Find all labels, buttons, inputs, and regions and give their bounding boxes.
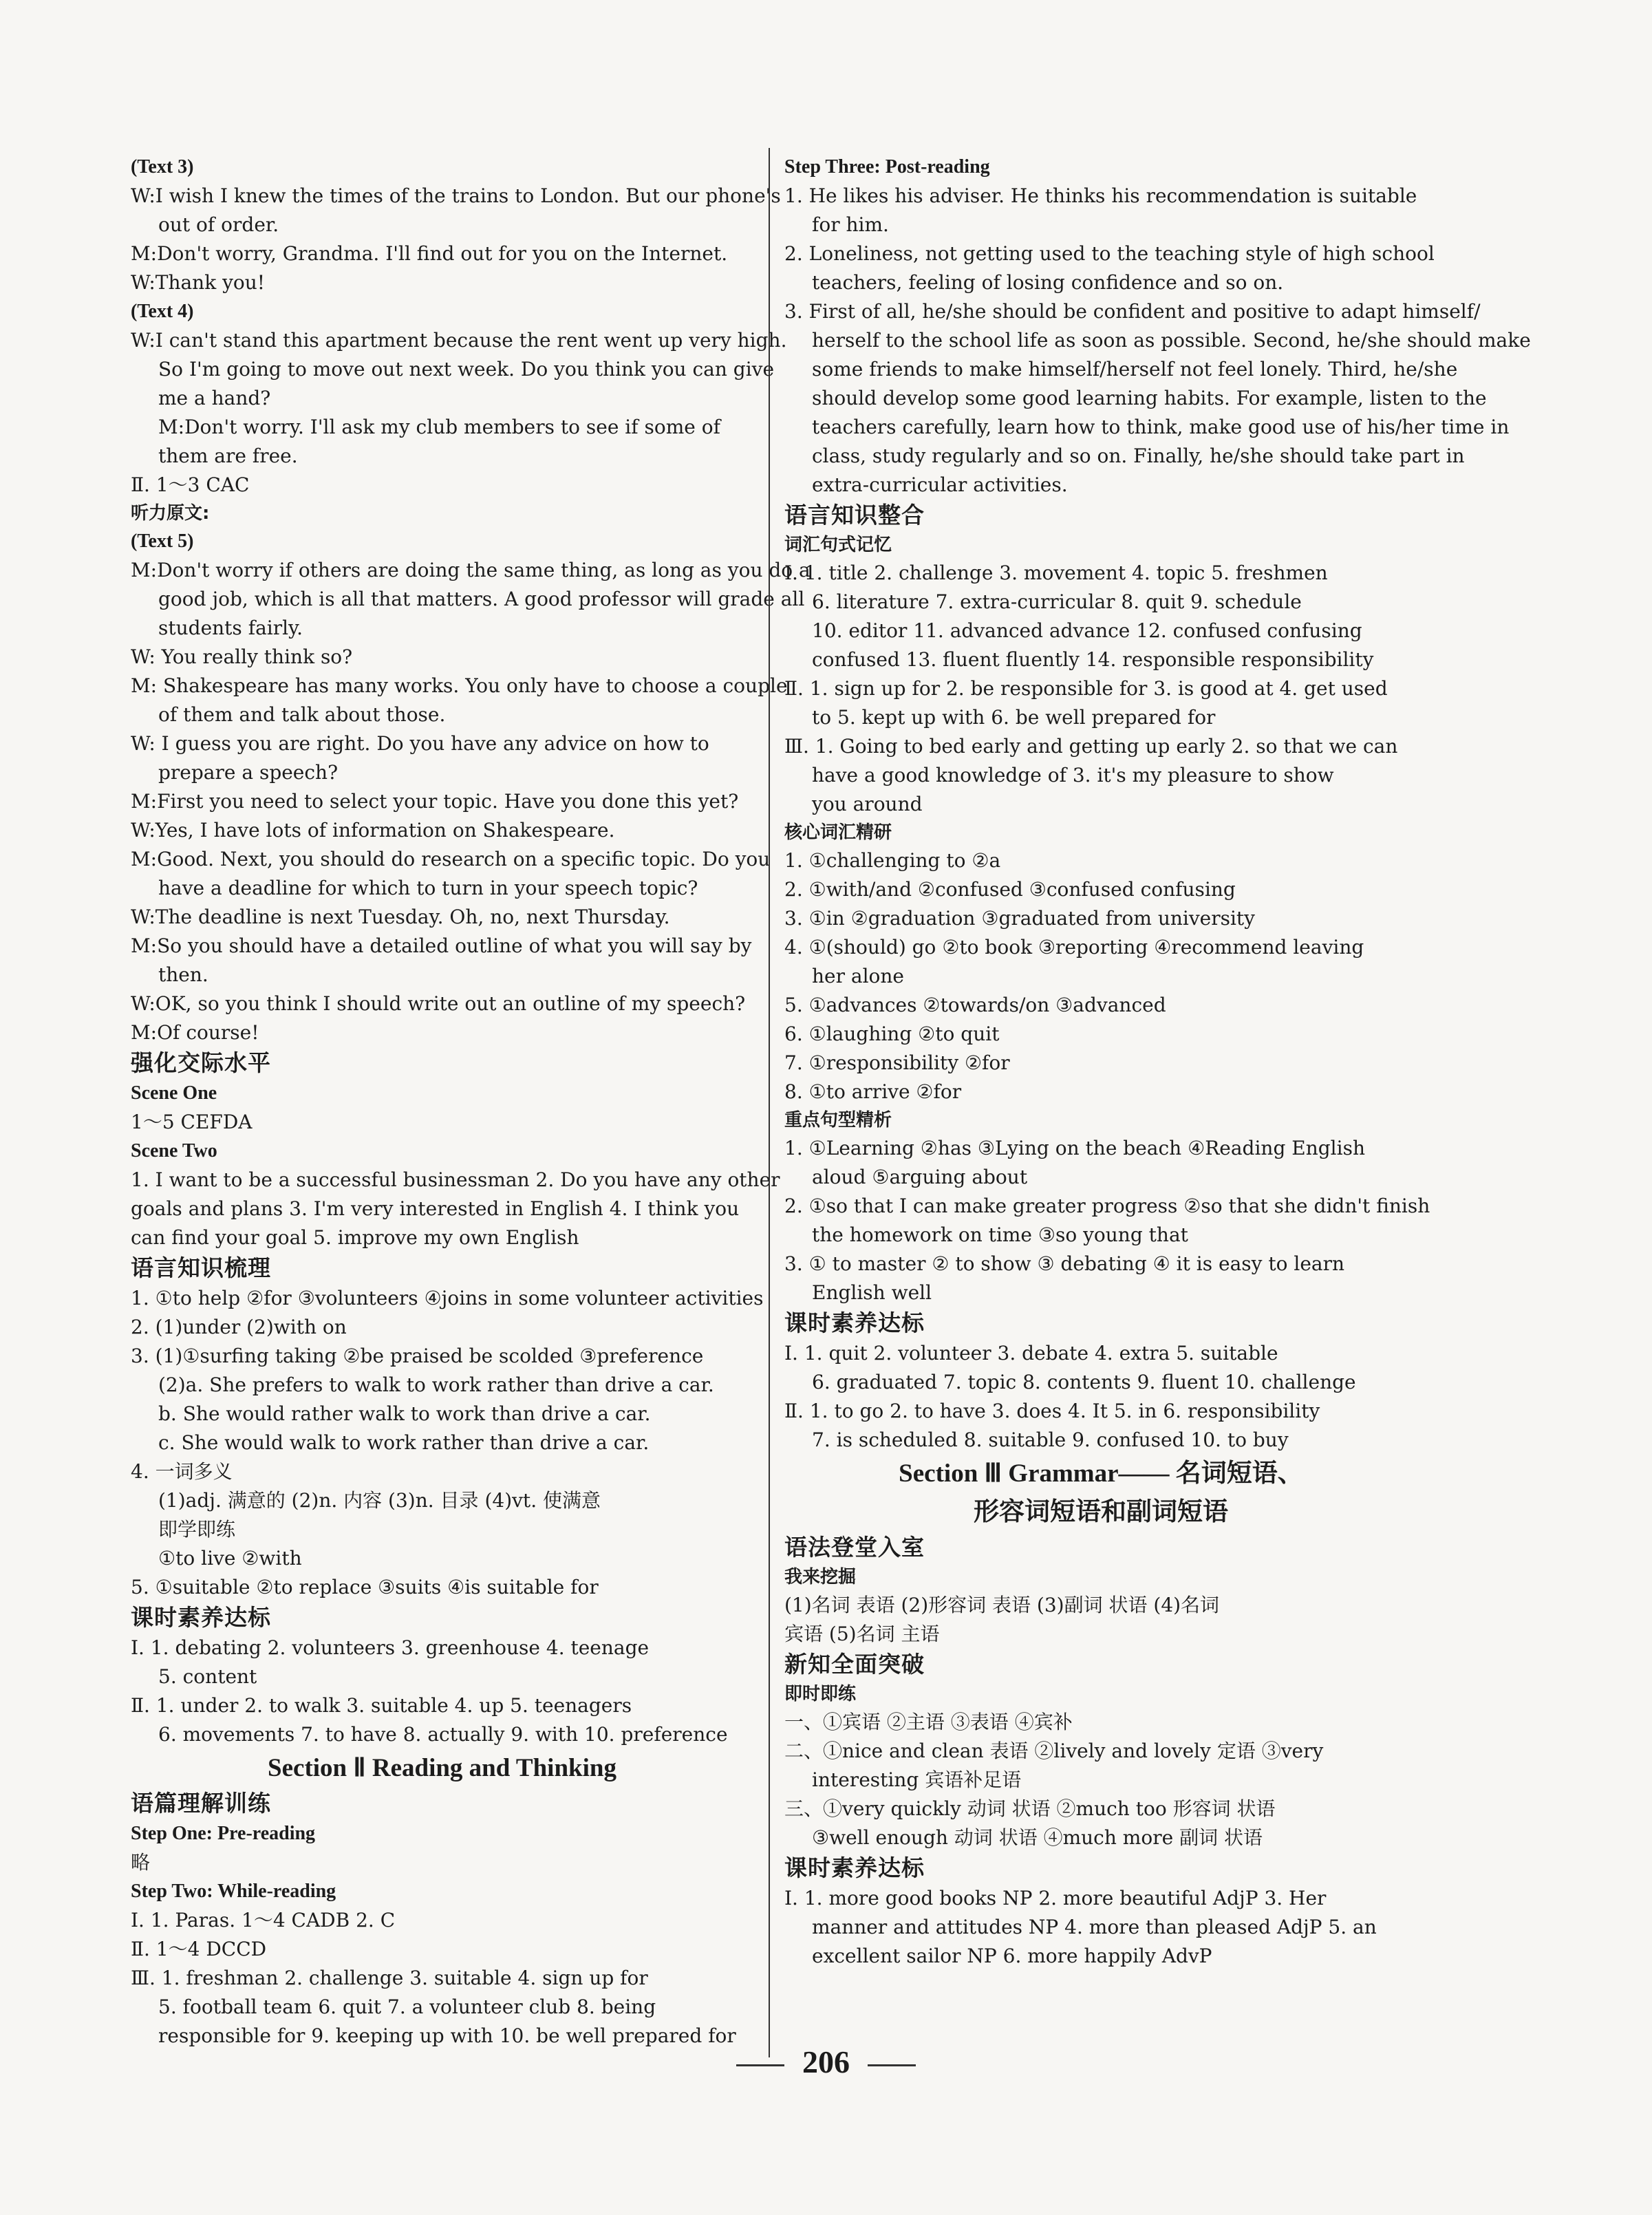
text-line: 宾语 (5)名词 主语	[784, 1623, 940, 1645]
text-line: prepare a speech?	[158, 761, 339, 784]
text-line: M:Good. Next, you should do research on a specific topic. Do you	[131, 848, 771, 870]
subheading: Scene Two	[131, 1140, 217, 1162]
text-line: 3. First of all, he/she should be confident and positive to adapt himself/	[784, 300, 1481, 323]
text-line: Ⅱ. 1～3 CAC	[131, 473, 250, 496]
text-line: 5. content	[158, 1665, 257, 1688]
subheading: (Text 3)	[131, 156, 194, 178]
text-line: some friends to make himself/herself not feel lonely. Third, he/she	[812, 358, 1458, 381]
text-line: goals and plans 3. I'm very interested in English 4. I think you	[131, 1197, 740, 1220]
text-line: have a good knowledge of 3. it's my pleasure to show	[812, 764, 1334, 787]
text-line: b. She would rather walk to work than drive a car.	[158, 1402, 651, 1425]
text-line: 10. editor 11. advanced advance 12. confused confusing	[812, 619, 1362, 642]
sub-section-heading: 我来挖掘	[784, 1567, 857, 1587]
text-line: them are free.	[158, 445, 298, 467]
text-line: interesting 宾语补足语	[812, 1768, 1022, 1791]
text-line: for him.	[812, 213, 889, 236]
text-line: 5. ①suitable ②to replace ③suits ④is suitable for	[131, 1576, 599, 1598]
text-line: 3. (1)①surfing taking ②be praised be scolded ③preference	[131, 1345, 704, 1367]
text-line: can find your goal 5. improve my own English	[131, 1226, 579, 1249]
text-line: extra-curricular activities.	[812, 473, 1068, 496]
text-line: 5. ①advances ②towards/on ③advanced	[784, 994, 1166, 1016]
text-line: Ⅱ. 1～4 DCCD	[131, 1938, 267, 1960]
text-line: class, study regularly and so on. Finally, he/she should take part in	[812, 445, 1465, 467]
text-line: her alone	[812, 965, 904, 987]
subheading: (Text 4)	[131, 301, 194, 322]
section-heading: 课时素养达标	[784, 1854, 925, 1881]
text-line: 2. ①so that I can make greater progress ②so that she didn't finish	[784, 1195, 1430, 1217]
right-column	[784, 153, 1531, 1971]
text-line: M:First you need to select your topic. Have you done this yet?	[131, 790, 739, 813]
text-line: ③well enough 动词 状语 ④much more 副词 状语	[812, 1826, 1263, 1849]
text-line: W:The deadline is next Tuesday. Oh, no, next Thursday.	[131, 906, 670, 928]
text-line: 1. ①to help ②for ③volunteers ④joins in some volunteer activities	[131, 1287, 764, 1309]
sub-section-heading: 核心词汇精研	[784, 822, 892, 843]
text-line: you around	[812, 793, 923, 815]
sub-section-heading: 听力原文:	[131, 503, 210, 524]
text-line: ①to live ②with	[158, 1547, 302, 1570]
subheading: Scene One	[131, 1082, 217, 1104]
sub-section-heading: 词汇句式记忆	[784, 535, 892, 555]
section-heading: 语言知识整合	[784, 502, 925, 528]
column-divider	[769, 148, 770, 2057]
text-line: 8. ①to arrive ②for	[784, 1080, 962, 1103]
text-line: Ⅲ. 1. freshman 2. challenge 3. suitable 4. sign up for	[131, 1967, 648, 1989]
text-line: excellent sailor NP 6. more happily AdvP	[812, 1945, 1212, 1967]
text-line: 6. literature 7. extra-curricular 8. quit 9. schedule	[812, 590, 1302, 613]
text-line: Ⅰ. 1. more good books NP 2. more beautiful AdjP 3. Her	[784, 1887, 1327, 1909]
text-line: Ⅰ. 1. debating 2. volunteers 3. greenhouse 4. teenage	[131, 1636, 650, 1659]
text-line: Ⅱ. 1. sign up for 2. be responsible for 3. is good at 4. get used	[784, 677, 1388, 700]
text-line: W:OK, so you think I should write out an outline of my speech?	[131, 992, 746, 1015]
section-heading: 新知全面突破	[784, 1651, 925, 1678]
text-line: responsible for 9. keeping up with 10. be well prepared for	[158, 2024, 736, 2047]
text-line: W:Thank you!	[131, 271, 266, 294]
page-number-text: 206	[802, 2044, 850, 2079]
text-line: 6. ①laughing ②to quit	[784, 1023, 1000, 1045]
text-line: (2)a. She prefers to walk to work rather than drive a car.	[158, 1373, 714, 1396]
text-line: 略	[131, 1851, 151, 1874]
text-line: W: I guess you are right. Do you have any advice on how to	[131, 732, 709, 755]
text-line: the homework on time ③so young that	[812, 1223, 1188, 1246]
text-line: (1)名词 表语 (2)形容词 表语 (3)副词 状语 (4)名词	[784, 1594, 1220, 1616]
text-line: So I'm going to move out next week. Do you think you can give	[158, 358, 775, 381]
text-line: Ⅱ. 1. to go 2. to have 3. does 4. It 5. in 6. responsibility	[784, 1400, 1320, 1422]
text-line: Ⅰ. 1. title 2. challenge 3. movement 4. topic 5. freshmen	[784, 561, 1328, 584]
text-line: 三、①very quickly 动词 状语 ②much too 形容词 状语	[784, 1797, 1276, 1820]
text-line: herself to the school life as soon as possible. Second, he/she should make	[812, 329, 1531, 352]
text-line: M: Shakespeare has many works. You only have to choose a couple	[131, 674, 788, 697]
text-line: M:Don't worry if others are doing the same thing, as long as you do a	[131, 559, 811, 581]
section-title: 形容词短语和副词短语	[974, 1498, 1228, 1526]
text-line: Ⅲ. 1. Going to bed early and getting up early 2. so that we can	[784, 735, 1398, 758]
text-line: 2. (1)under (2)with on	[131, 1316, 347, 1338]
text-line: manner and attitudes NP 4. more than pleased AdjP 5. an	[812, 1916, 1377, 1938]
text-line: Ⅰ. 1. Paras. 1～4 CADB 2. C	[131, 1909, 396, 1932]
text-line: should develop some good learning habits. For example, listen to the	[812, 387, 1487, 409]
section-title: Section Ⅲ Grammar—— 名词短语、	[899, 1459, 1303, 1488]
text-line: teachers, feeling of losing confidence and so on.	[812, 271, 1284, 294]
section-heading: 语篇理解训练	[131, 1790, 271, 1817]
text-line: M:Don't worry. I'll ask my club members to see if some of	[158, 416, 720, 438]
text-line: W:Yes, I have lots of information on Shakespeare.	[131, 819, 615, 842]
text-line: of them and talk about those.	[158, 703, 446, 726]
text-line: M:Don't worry, Grandma. I'll find out for you on the Internet.	[131, 242, 728, 265]
text-line: 5. football team 6. quit 7. a volunteer club 8. being	[158, 1995, 656, 2018]
text-line: then.	[158, 963, 208, 986]
left-column	[131, 153, 811, 2051]
text-line: to 5. kept up with 6. be well prepared for	[812, 706, 1216, 729]
text-line: 6. graduated 7. topic 8. contents 9. fluent 10. challenge	[812, 1371, 1356, 1393]
section-heading: 课时素养达标	[131, 1604, 271, 1631]
text-line: English well	[812, 1281, 932, 1304]
page-number	[0, 2044, 1652, 2080]
text-line: 即学即练	[158, 1518, 236, 1541]
text-line: 1. ①challenging to ②a	[784, 849, 1001, 872]
text-line: 4. ①(should) go ②to book ③reporting ④recommend leaving	[784, 936, 1364, 959]
subheading: Step Three: Post-reading	[784, 156, 990, 178]
section-heading: 强化交际水平	[131, 1049, 271, 1076]
text-line: W:I wish I knew the times of the trains to London. But our phone's	[131, 184, 781, 207]
text-line: students fairly.	[158, 617, 303, 639]
text-line: Ⅰ. 1. quit 2. volunteer 3. debate 4. extra 5. suitable	[784, 1342, 1278, 1365]
text-line: 6. movements 7. to have 8. actually 9. with 10. preference	[158, 1723, 728, 1746]
text-line: 一、①宾语 ②主语 ③表语 ④宾补	[784, 1711, 1073, 1733]
subheading: (Text 5)	[131, 531, 194, 552]
text-line: Ⅱ. 1. under 2. to walk 3. suitable 4. up 5. teenagers	[131, 1694, 632, 1717]
subheading: Step One: Pre-reading	[131, 1823, 316, 1844]
section-heading: 语言知识梳理	[131, 1254, 271, 1281]
text-line: 3. ①in ②graduation ③graduated from university	[784, 907, 1256, 930]
text-line: me a hand?	[158, 387, 271, 409]
section-heading: 课时素养达标	[784, 1309, 925, 1336]
text-line: 1～5 CEFDA	[131, 1111, 253, 1133]
text-line: c. She would walk to work rather than drive a car.	[158, 1431, 650, 1454]
section-heading: 语法登堂入室	[784, 1534, 925, 1561]
text-line: confused 13. fluent fluently 14. responsible responsibility	[812, 648, 1374, 671]
sub-section-heading: 即时即练	[784, 1684, 857, 1704]
text-line: 1. ①Learning ②has ③Lying on the beach ④Reading English	[784, 1137, 1365, 1159]
text-line: 1. He likes his adviser. He thinks his recommendation is suitable	[784, 184, 1417, 207]
text-line: teachers carefully, learn how to think, make good use of his/her time in	[812, 416, 1510, 438]
text-line: good job, which is all that matters. A good professor will grade all	[158, 588, 805, 610]
text-line: 7. ①responsibility ②for	[784, 1051, 1010, 1074]
text-line: 2. Loneliness, not getting used to the teaching style of high school	[784, 242, 1435, 265]
text-line: 1. I want to be a successful businessman 2. Do you have any other	[131, 1168, 780, 1191]
text-line: out of order.	[158, 213, 279, 236]
text-line: 7. is scheduled 8. suitable 9. confused 10. to buy	[812, 1428, 1289, 1451]
text-line: W:I can't stand this apartment because the rent went up very high.	[131, 329, 787, 352]
text-line: 2. ①with/and ②confused ③confused confusing	[784, 878, 1236, 901]
sub-section-heading: 重点句型精析	[784, 1110, 892, 1131]
subheading: Step Two: While-reading	[131, 1881, 336, 1902]
text-line: 二、①nice and clean 表语 ②lively and lovely 定语 ③very	[784, 1740, 1324, 1762]
text-line: 3. ① to master ② to show ③ debating ④ it is easy to learn	[784, 1252, 1344, 1275]
text-line: (1)adj. 满意的 (2)n. 内容 (3)n. 目录 (4)vt. 使满意	[158, 1489, 601, 1512]
text-line: 4. 一词多义	[131, 1460, 233, 1483]
text-line: M:So you should have a detailed outline of what you will say by	[131, 934, 752, 957]
text-line: aloud ⑤arguing about	[812, 1166, 1028, 1188]
text-line: have a deadline for which to turn in your speech topic?	[158, 877, 698, 899]
section-title: Section Ⅱ Reading and Thinking	[268, 1754, 616, 1782]
text-line: M:Of course!	[131, 1021, 259, 1044]
text-line: W: You really think so?	[131, 645, 353, 668]
